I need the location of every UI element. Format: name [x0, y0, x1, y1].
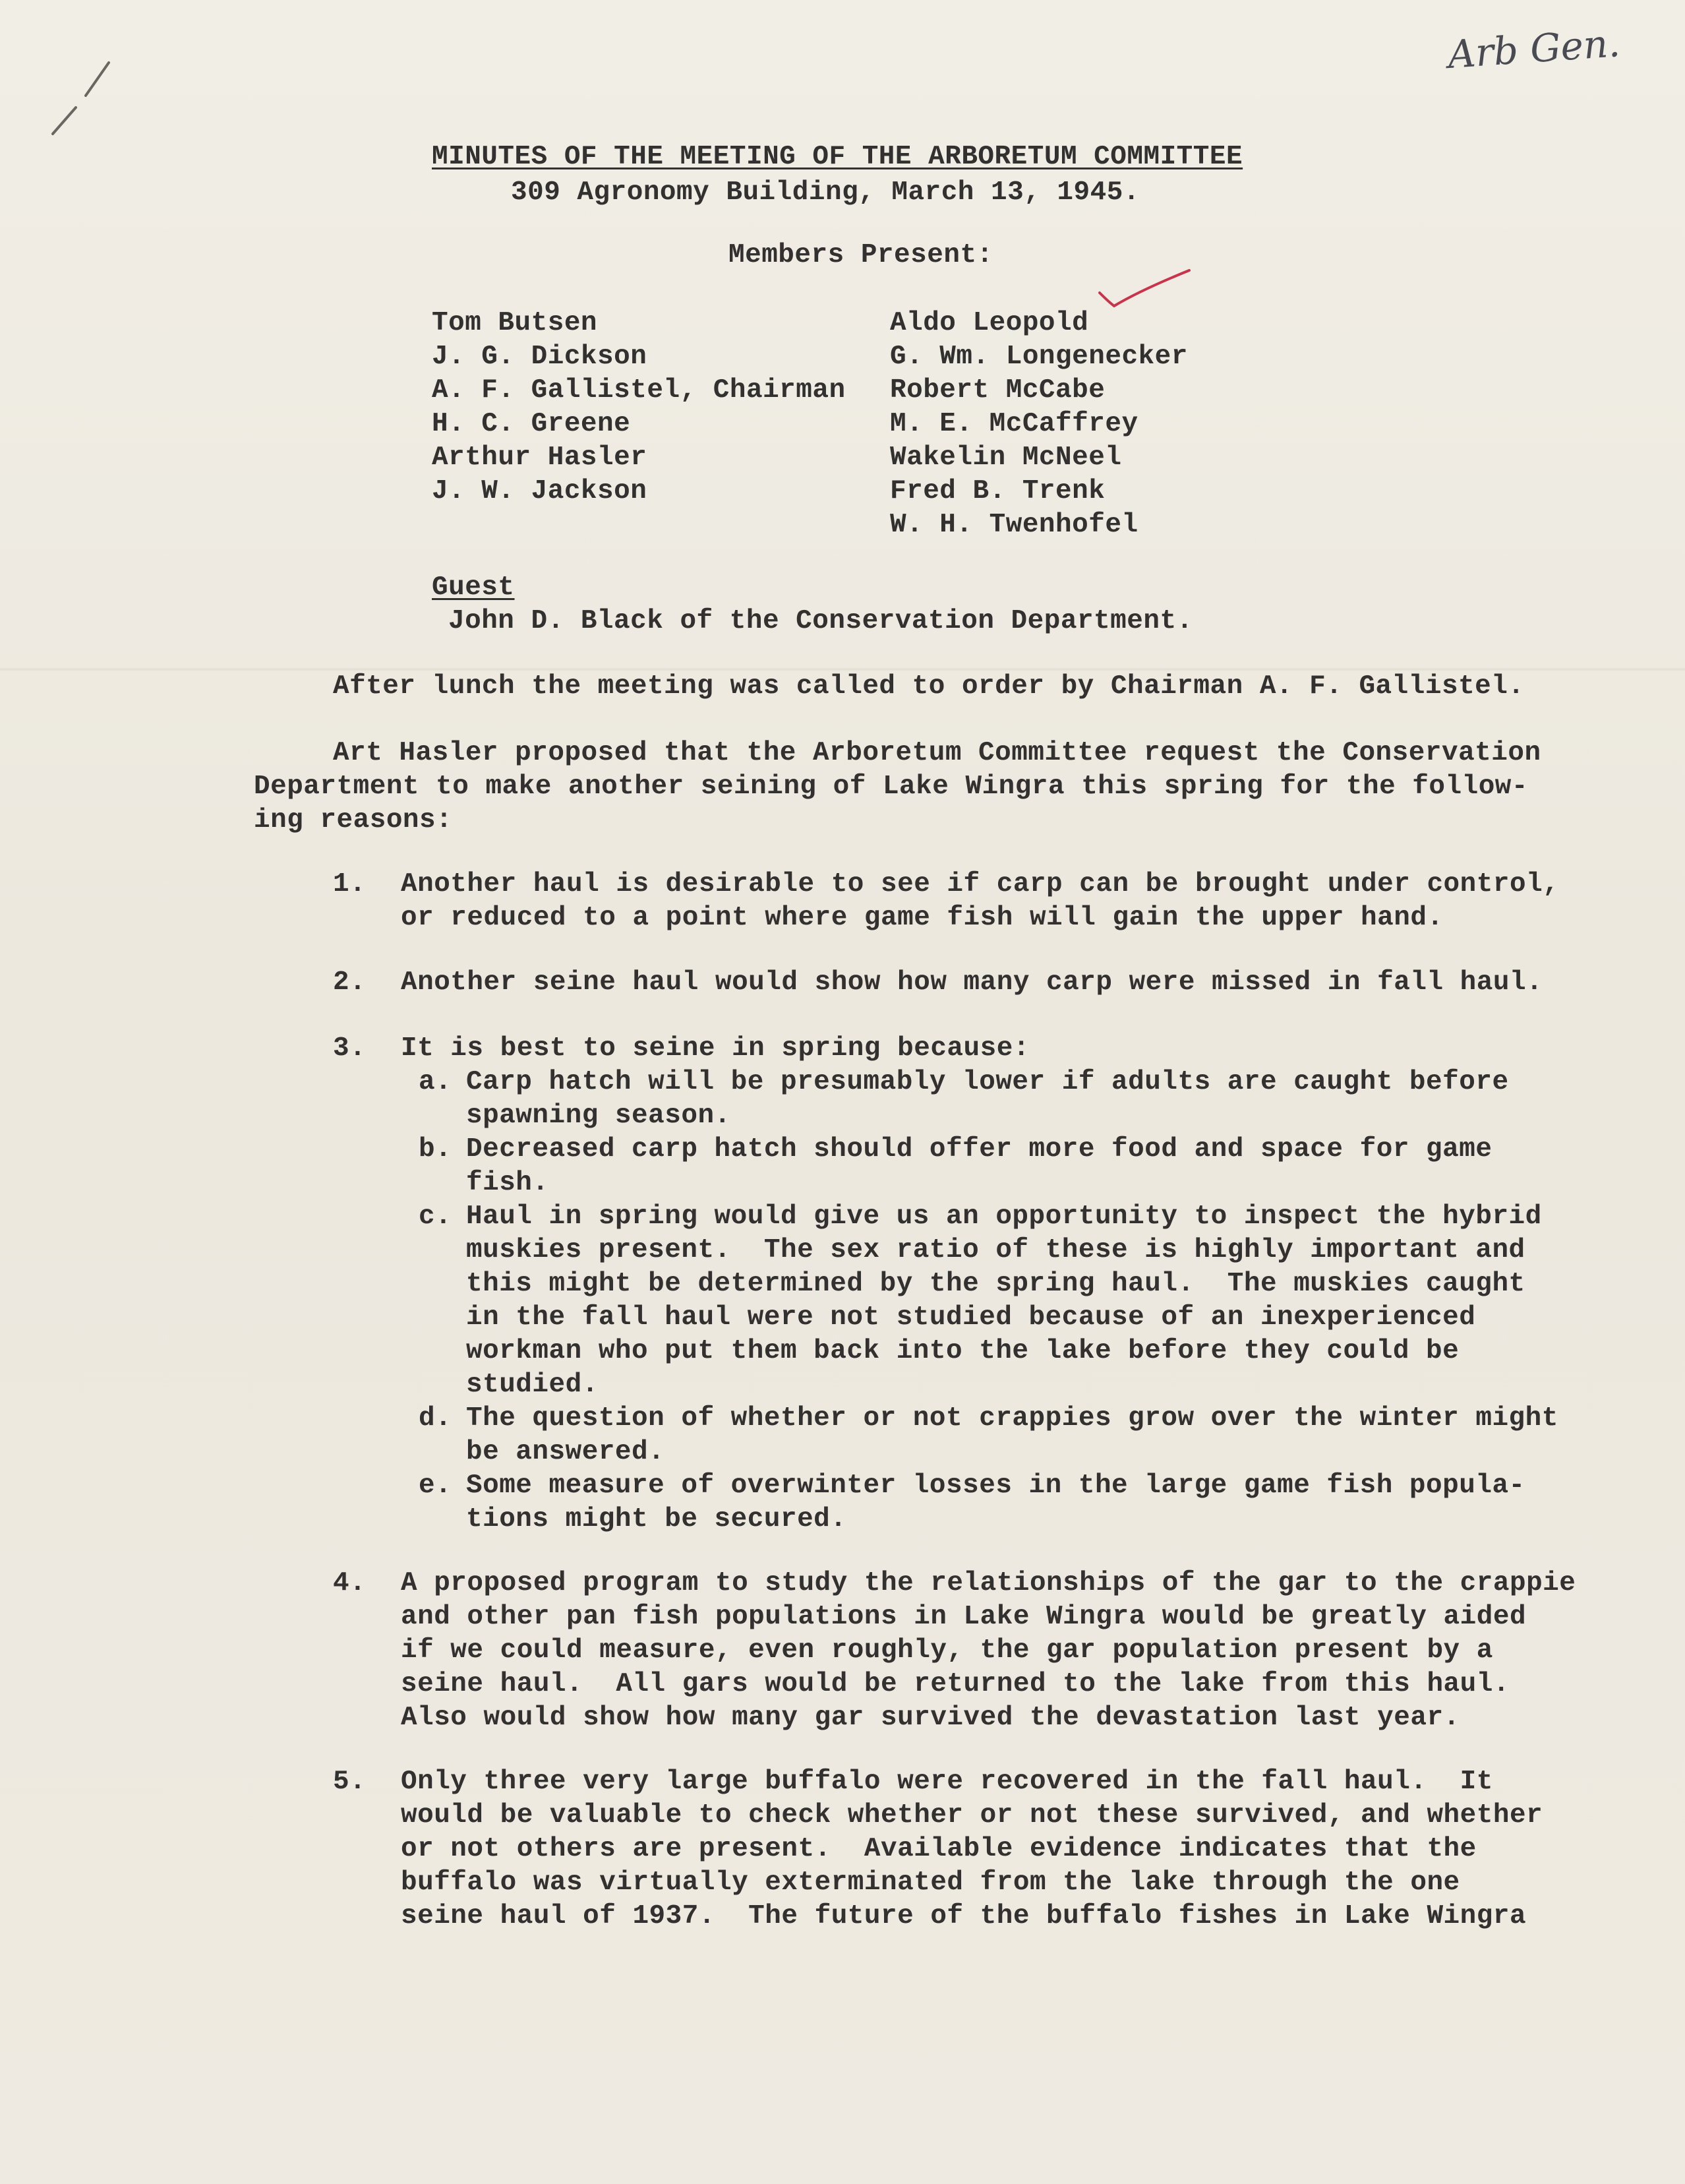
reason-line: Only three very large buffalo were recovered in the fall haul. It — [401, 1767, 1493, 1797]
sub-reason-line: be answered. — [466, 1437, 665, 1467]
member-name: Arthur Hasler — [432, 442, 647, 473]
reason-line: A proposed program to study the relationships of the gar to the crappie — [401, 1568, 1576, 1598]
member-name: Wakelin McNeel — [890, 442, 1122, 473]
reason-line: Another haul is desirable to see if carp can be brought under control, — [401, 869, 1560, 899]
member-name: G. Wm. Longenecker — [890, 342, 1188, 372]
reason-line: would be valuable to check whether or not these survived, and whether — [401, 1800, 1543, 1831]
pen-mark-icon — [40, 56, 119, 142]
reason-line: Also would show how many gar survived the devastation last year. — [401, 1703, 1460, 1733]
reason-line: buffalo was virtually exterminated from the lake through the one — [401, 1867, 1460, 1898]
sub-reason-line: workman who put them back into the lake before they could be — [466, 1336, 1460, 1366]
paragraph-line: ing reasons: — [254, 805, 453, 835]
sub-reason-label: b. — [419, 1134, 452, 1165]
sub-reason-label: d. — [419, 1403, 452, 1434]
member-name: H. C. Greene — [432, 409, 631, 439]
member-name: Tom Butsen — [432, 308, 598, 338]
sub-reason-line: Some measure of overwinter losses in the large game fish popula- — [466, 1471, 1525, 1501]
sub-reason-label: e. — [419, 1471, 452, 1501]
reason-line: and other pan fish populations in Lake Wingra would be greatly aided — [401, 1602, 1527, 1632]
sub-reason-line: Carp hatch will be presumably lower if adults are caught before — [466, 1067, 1509, 1097]
member-name: W. H. Twenhofel — [890, 510, 1138, 540]
sub-reason-line: studied. — [466, 1370, 599, 1400]
reason-number: 2. — [333, 967, 367, 998]
sub-reason-line: this might be determined by the spring haul. The muskies caught — [466, 1269, 1525, 1299]
sub-reason-line: Decreased carp hatch should offer more food and space for game — [466, 1134, 1493, 1165]
sub-reason-line: The question of whether or not crappies grow over the winter might — [466, 1403, 1558, 1434]
member-name: Fred B. Trenk — [890, 476, 1106, 506]
reason-line: or not others are present. Available evidence indicates that the — [401, 1834, 1477, 1864]
reason-number: 5. — [333, 1767, 367, 1797]
document-title: MINUTES OF THE MEETING OF THE ARBORETUM COMMITTEE — [432, 142, 1243, 172]
sub-reason-line: tions might be secured. — [466, 1504, 847, 1534]
sub-reason-line: fish. — [466, 1168, 549, 1198]
handwritten-note: Arb Gen. — [1446, 20, 1622, 78]
sub-reason-line: muskies present. The sex ratio of these is highly important and — [466, 1235, 1525, 1265]
member-name: Aldo Leopold — [890, 308, 1089, 338]
reason-line: It is best to seine in spring because: — [401, 1033, 1030, 1064]
sub-reason-label: a. — [419, 1067, 452, 1097]
reason-number: 3. — [333, 1033, 367, 1064]
guest-text: John D. Black of the Conservation Department. — [448, 606, 1193, 636]
reason-line: seine haul of 1937. The future of the buffalo fishes in Lake Wingra — [401, 1901, 1527, 1931]
paragraph-line: Department to make another seining of Lake Wingra this spring for the follow- — [254, 772, 1529, 802]
sub-reason-line: Haul in spring would give us an opportunity to inspect the hybrid — [466, 1201, 1542, 1232]
sub-reason-line: in the fall haul were not studied because of an inexperienced — [466, 1302, 1476, 1333]
sub-reason-label: c. — [419, 1201, 452, 1232]
guest-label: Guest — [432, 572, 515, 603]
sub-reason-line: spawning season. — [466, 1101, 731, 1131]
document-subtitle: 309 Agronomy Building, March 13, 1945. — [511, 177, 1140, 208]
reason-number: 4. — [333, 1568, 367, 1598]
member-name: J. W. Jackson — [432, 476, 647, 506]
member-name: J. G. Dickson — [432, 342, 647, 372]
reason-line: seine haul. All gars would be returned to the lake from this haul. — [401, 1669, 1510, 1699]
reason-line: if we could measure, even roughly, the gar population present by a — [401, 1635, 1493, 1666]
reason-number: 1. — [333, 869, 367, 899]
red-checkmark-icon — [1094, 265, 1193, 324]
reason-line: or reduced to a point where game fish will gain the upper hand. — [401, 903, 1444, 933]
member-name: M. E. McCaffrey — [890, 409, 1138, 439]
reason-line: Another seine haul would show how many carp were missed in fall haul. — [401, 967, 1543, 998]
member-name: Robert McCabe — [890, 375, 1106, 406]
paragraph-line: After lunch the meeting was called to order by Chairman A. F. Gallistel. — [333, 671, 1525, 702]
member-name: A. F. Gallistel, Chairman — [432, 375, 846, 406]
paragraph-line: Art Hasler proposed that the Arboretum Committee request the Conservation — [333, 738, 1541, 768]
members-present-label: Members Present: — [728, 240, 993, 270]
